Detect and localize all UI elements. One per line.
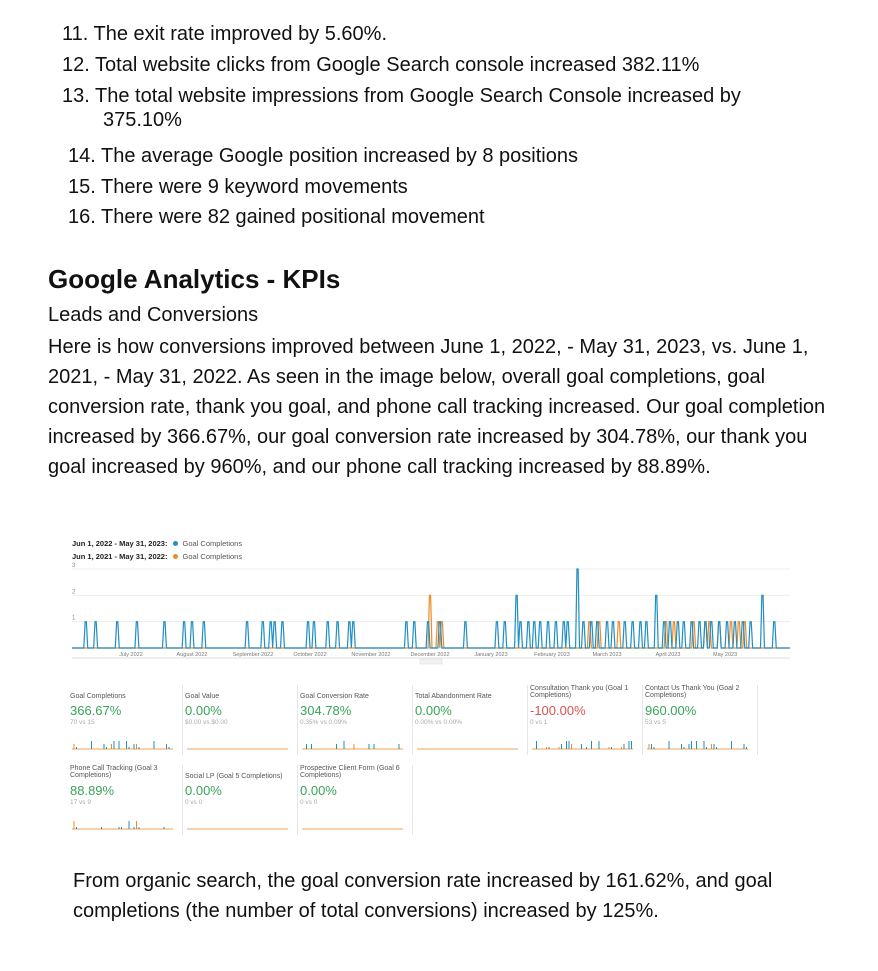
sparkline xyxy=(185,737,290,751)
scorecard-value: 304.78% xyxy=(300,703,352,718)
x-tick-label: January 2023 xyxy=(474,652,508,658)
sparkline xyxy=(70,817,175,831)
list-item: 11. The exit rate improved by 5.60%. xyxy=(62,23,388,45)
sparkline xyxy=(300,817,405,831)
list-item: 15. There were 9 keyword movements xyxy=(68,176,408,198)
scorecard-compare: 17 vs 9 xyxy=(70,799,91,806)
scorecard[interactable] xyxy=(300,685,413,755)
scorecard-value: 960.00% xyxy=(645,703,697,718)
x-tick-label: August 2022 xyxy=(176,652,208,658)
sparkline xyxy=(645,737,750,751)
y-tick-label: 2 xyxy=(72,589,76,596)
scorecard[interactable] xyxy=(70,765,183,835)
scorecard-label: Social LP (Goal 5 Completions) xyxy=(185,773,283,780)
y-tick-label: 1 xyxy=(72,615,76,622)
scorecard-value: 88.89% xyxy=(70,783,115,798)
scorecard-value: 0.00% xyxy=(185,703,222,718)
scorecard-label: Total Abandonment Rate xyxy=(415,693,492,700)
sparkline xyxy=(70,737,175,751)
scorecard-label: Prospective Client Form (Goal 6 Completions) xyxy=(300,765,400,779)
goal-completions-chart xyxy=(62,560,802,700)
x-tick-label: November 2022 xyxy=(351,652,391,658)
chart-range-handle xyxy=(420,659,442,664)
legend-item: Jun 1, 2021 - May 31, 2022: Goal Completions xyxy=(72,552,243,561)
section-heading: Google Analytics - KPIs xyxy=(48,264,341,294)
scorecard[interactable] xyxy=(415,685,528,755)
scorecard-label: Goal Completions xyxy=(70,693,126,700)
scorecard[interactable] xyxy=(530,685,643,755)
section-body: Here is how conversions improved between June 1, 2022, - May 31, 2023, vs. June 1, 2021, - May 31, 2022. As seen in the image below, overall goal completions, goal conversion rate, thank you goal, and phone call tracking increased. Our goal completion increased by 366.67%, our goal conversion rate increased by 304.78%, our thank you goal increased by 960%, and our phone call tracking increased by 88.89%. xyxy=(48,336,826,478)
analytics-screenshot xyxy=(62,530,802,840)
scorecard-value: 0.00% xyxy=(300,783,337,798)
x-tick-label: September 2022 xyxy=(232,652,274,658)
list-item: 14. The average Google position increased by 8 positions xyxy=(68,145,578,167)
scorecard-value: -100.00% xyxy=(530,703,586,718)
x-tick-label: May 2023 xyxy=(713,652,738,658)
list-item: 13. The total website impressions from Google Search Console increased by 375.10% xyxy=(62,85,741,131)
x-tick-label: April 2023 xyxy=(655,652,681,658)
sparkline xyxy=(300,737,405,751)
x-tick-label: February 2023 xyxy=(534,652,570,658)
scorecard-label: Goal Value xyxy=(185,693,220,700)
scorecard-compare: 0.35% vs 0.09% xyxy=(300,719,347,726)
section-subtitle: Leads and Conversions xyxy=(48,304,259,326)
list-item: 12. Total website clicks from Google Search console increased 382.11% xyxy=(62,54,700,76)
x-tick-label: December 2022 xyxy=(410,652,450,658)
scorecard-value: 0.00% xyxy=(415,703,452,718)
x-tick-label: July 2022 xyxy=(119,652,143,658)
scorecard[interactable] xyxy=(300,765,413,835)
sparkline xyxy=(415,737,520,751)
x-tick-label: March 2023 xyxy=(592,652,622,658)
x-tick-label: October 2022 xyxy=(293,652,327,658)
scorecard-compare: 0 vs 0 xyxy=(185,799,203,806)
legend-dot-icon xyxy=(173,554,178,559)
scorecard[interactable] xyxy=(645,685,758,755)
scorecard-label: Contact Us Thank You (Goal 2 Completions) xyxy=(645,685,740,699)
scorecard-label: Goal Conversion Rate xyxy=(300,693,369,700)
scorecard-compare: 53 vs 5 xyxy=(645,719,666,726)
scorecard-compare: 0.00% vs 0.00% xyxy=(415,719,462,726)
scorecard-compare: 0 vs 0 xyxy=(300,799,318,806)
sparkline xyxy=(530,737,635,751)
legend-item: Jun 1, 2022 - May 31, 2023: Goal Completions xyxy=(72,539,243,548)
scorecard[interactable] xyxy=(185,765,298,835)
scorecard-compare: 0 vs 1 xyxy=(530,719,548,726)
scorecard[interactable] xyxy=(70,685,183,755)
scorecard-compare: $0.00 vs $0.00 xyxy=(185,719,228,726)
scorecard-label: Phone Call Tracking (Goal 3 Completions) xyxy=(70,765,158,779)
y-tick-label: 3 xyxy=(72,563,76,569)
legend-dot-icon xyxy=(173,541,178,546)
scorecard-value: 0.00% xyxy=(185,783,222,798)
scorecard-value: 366.67% xyxy=(70,703,122,718)
closing-paragraph: From organic search, the goal conversion rate increased by 161.62%, and goal completions (the number of total conversions) increased by 125%. xyxy=(73,870,773,922)
scorecard[interactable] xyxy=(185,685,298,755)
scorecard-label: Consultation Thank you (Goal 1 Completions) xyxy=(530,685,629,699)
sparkline xyxy=(185,817,290,831)
scorecard-compare: 70 vs 15 xyxy=(70,719,95,726)
list-item: 16. There were 82 gained positional movement xyxy=(68,206,485,228)
